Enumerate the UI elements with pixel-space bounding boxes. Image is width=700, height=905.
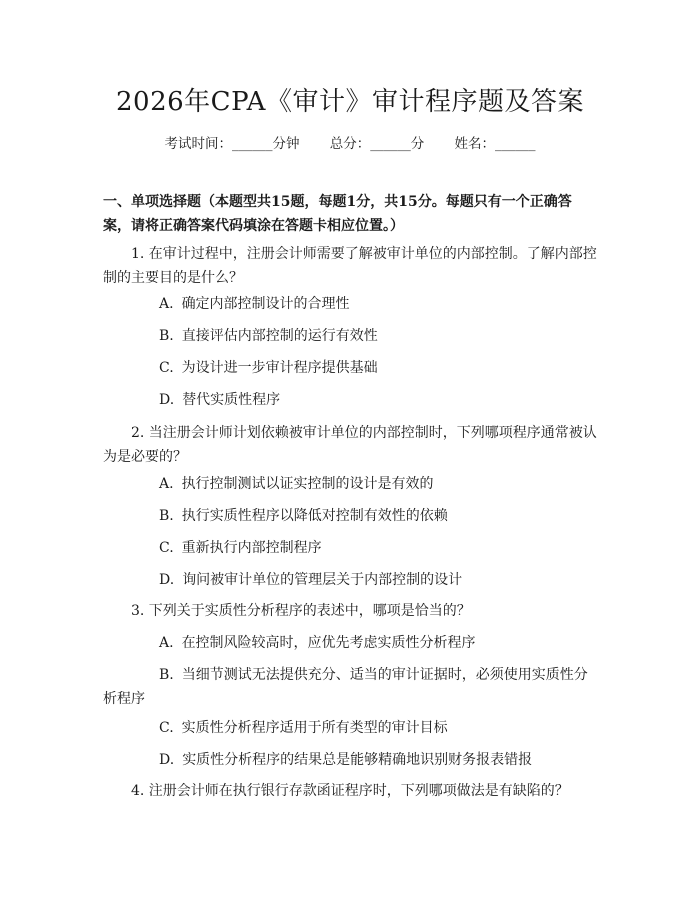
question-option bbox=[103, 324, 597, 348]
question-option bbox=[103, 292, 597, 316]
question-stem: 3. 下列关于实质性分析程序的表述中，哪项是恰当的？ bbox=[131, 603, 471, 619]
question-option bbox=[103, 716, 597, 740]
option-letter: D. bbox=[159, 572, 175, 588]
option-text: 执行控制测试以证实控制的设计是有效的 bbox=[181, 476, 434, 492]
option-text: 为设计进一步审计程序提供基础 bbox=[181, 360, 378, 376]
question-option bbox=[103, 536, 597, 560]
option-text: 替代实质性程序 bbox=[182, 392, 281, 408]
option-letter: B. bbox=[159, 328, 174, 344]
question-option bbox=[103, 356, 597, 380]
question-option bbox=[103, 504, 597, 528]
option-text: 在控制风险较高时，应优先考虑实质性分析程序 bbox=[181, 635, 476, 651]
student-name-field: 姓名：______ bbox=[454, 136, 536, 152]
option-letter: C. bbox=[159, 720, 174, 736]
question-option bbox=[103, 748, 597, 772]
option-text: 当细节测试无法提供充分、适当的审计证据时，必须使用实质性分析程序 bbox=[103, 667, 588, 707]
option-text: 重新执行内部控制程序 bbox=[181, 540, 322, 556]
exam-meta bbox=[0, 132, 700, 152]
question-option-wrapped bbox=[103, 663, 597, 711]
exam-time-field: 考试时间：______分钟 bbox=[164, 136, 300, 152]
option-letter: A. bbox=[159, 476, 174, 492]
question-stem: 2. 当注册会计师计划依赖被审计单位的内部控制时，下列哪项程序通常被认为是必要的？ bbox=[103, 425, 597, 465]
question-option bbox=[103, 472, 597, 496]
question-option bbox=[103, 388, 597, 412]
option-text: 实质性分析程序的结果总是能够精确地识别财务报表错报 bbox=[182, 752, 533, 768]
option-text: 直接评估内部控制的运行有效性 bbox=[181, 328, 378, 344]
question-stem: 1. 在审计过程中，注册会计师需要了解被审计单位的内部控制。了解内部控制的主要目的是什么？ bbox=[103, 246, 597, 286]
option-letter: B. bbox=[159, 667, 174, 683]
section-heading: 一、单项选择题（本题型共15题，每题1分，共15分。每题只有一个正确答案，请将正确答案代码填涂在答题卡相应位置。） bbox=[103, 194, 572, 234]
option-letter: A. bbox=[159, 296, 174, 312]
option-text: 实质性分析程序适用于所有类型的审计目标 bbox=[181, 720, 448, 736]
option-letter: A. bbox=[159, 635, 174, 651]
total-score-field: 总分：______分 bbox=[329, 136, 425, 152]
option-text: 询问被审计单位的管理层关于内部控制的设计 bbox=[182, 572, 463, 588]
option-text: 执行实质性程序以降低对控制有效性的依赖 bbox=[181, 508, 448, 524]
option-text: 确定内部控制设计的合理性 bbox=[181, 296, 350, 312]
option-letter: D. bbox=[159, 752, 175, 768]
option-letter: C. bbox=[159, 360, 174, 376]
option-letter: C. bbox=[159, 540, 174, 556]
option-letter: D. bbox=[159, 392, 175, 408]
question-option bbox=[103, 568, 597, 592]
question-stem: 4. 注册会计师在执行银行存款函证程序时，下列哪项做法是有缺陷的？ bbox=[131, 783, 569, 799]
question-option bbox=[103, 631, 597, 655]
page-title: 2026年CPA《审计》审计程序题及答案 bbox=[116, 87, 584, 117]
option-letter: B. bbox=[159, 508, 174, 524]
